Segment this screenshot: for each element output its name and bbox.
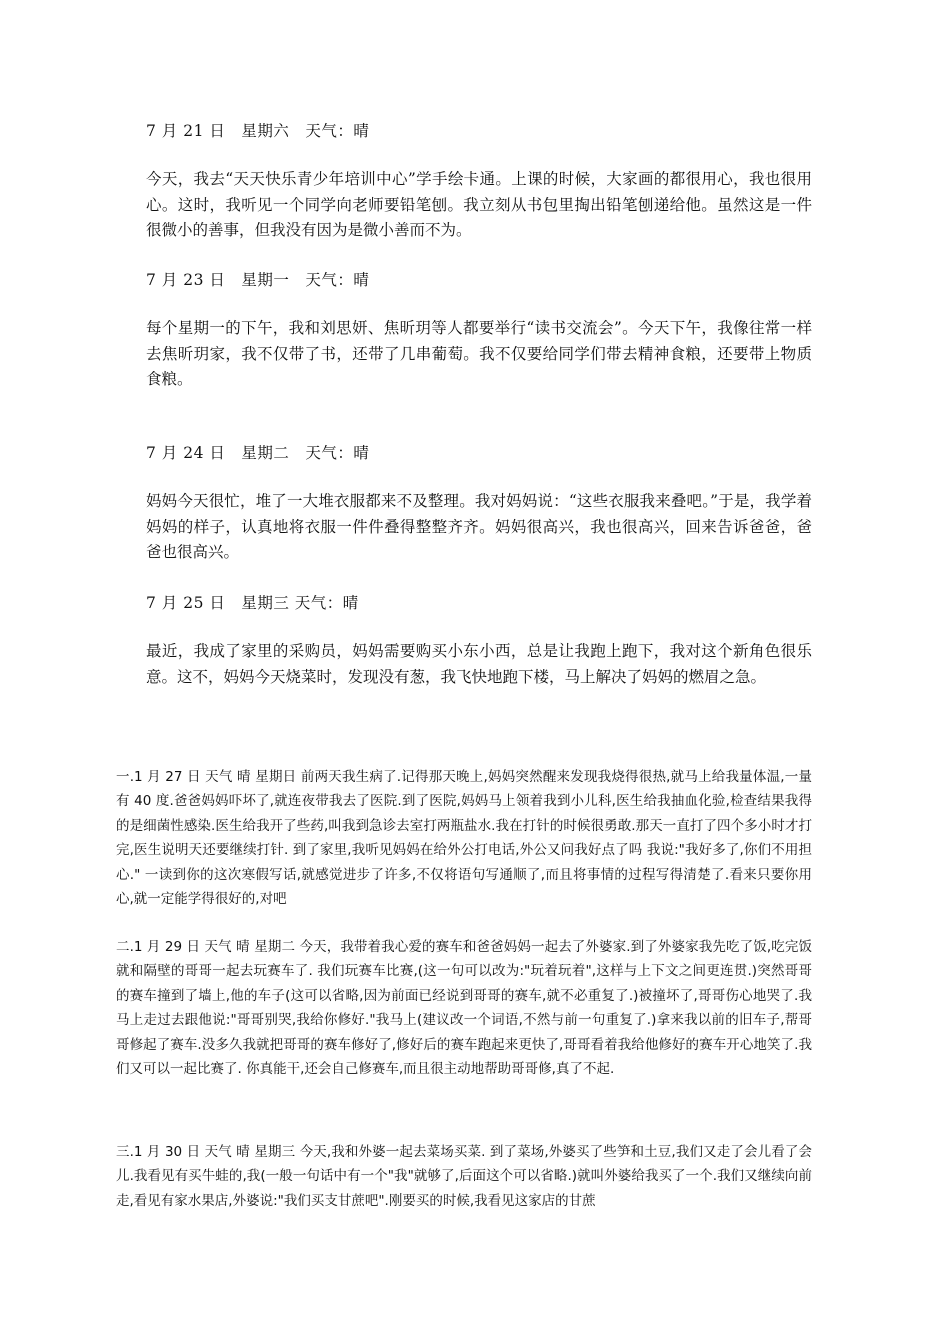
entry-2-body: 每个星期一的下午，我和刘思妍、焦昕玥等人都要举行“读书交流会”。今天下午，我像往常一样去焦昕玥家，我不仅带了书，还带了几串葡萄。我不仅要给同学们带去精神食粮，还要带上物质食粮。 xyxy=(146,319,812,388)
note-3: 三.1 月 30 日 天气 晴 星期三 今天,我和外婆一起去菜场买菜. 到了菜场,外婆买了些笋和土豆,我们又走了会儿看了会儿.我看见有买牛蛙的,我(一般一句话中有一个"我"就够了,后面这个可以省略.)就叫外婆给我买了一个.我们又继续向前走,看见有家水果店,外婆说:"我们买支甘蔗吧".刚要买的时候,我看见这家店的甘蔗 xyxy=(116,1144,812,1209)
entry-4-body: 最近，我成了家里的采购员，妈妈需要购买小东小西，总是让我跑上跑下，我对这个新角色很乐意。这不，妈妈今天烧菜时，发现没有葱，我飞快地跑下楼，马上解决了妈妈的燃眉之急。 xyxy=(146,642,812,686)
note-2: 二.1 月 29 日 天气 晴 星期二 今天，我带着我心爱的赛车和爸爸妈妈一起去了外婆家.到了外婆家我先吃了饭,吃完饭就和隔壁的哥哥一起去玩赛车了. 我们玩赛车比赛,(这一句可以改为:"玩着玩着",这样与上下文之间更连贯.)突然哥哥的赛车撞到了墙上,他的车子(这可以省略,因为前面已经说到哥哥的赛车,就不必重复了.)被撞坏了,哥哥伤心地哭了.我马上走过去跟他说:"哥哥别哭,我给你修好."我马上(建议改一个词语,不然与前一句重复了.)拿来我以前的旧车子,帮哥哥修起了赛车.没多久我就把哥哥的赛车修好了,修好后的赛车跑起来更快了,哥哥看着我给他修好的赛车开心地笑了.我们又可以一起比赛了. 你真能干,还会自己修赛车,而且很主动地帮助哥哥修,真了不起. xyxy=(116,939,812,1078)
entry-3-heading: 7 月 24 日 星期二 天气：晴 xyxy=(146,444,370,462)
entry-2-heading: 7 月 23 日 星期一 天气：晴 xyxy=(146,271,370,289)
entry-4-heading: 7 月 25 日 星期三 天气：晴 xyxy=(146,594,359,612)
note-1: 一.1 月 27 日 天气 晴 星期日 前两天我生病了.记得那天晚上,妈妈突然醒来发现我烧得很热,就马上给我量体温,一量有 40 度.爸爸妈妈吓坏了,就连夜带我去了医院.到了医院,妈妈马上领着我到小儿科,医生给我抽血化验,检查结果我得的是细菌性感染.医生给我开了些药,叫我到急诊去室打两瓶盐水.我在打针的时候很勇敢.那天一直打了四个多小时才打完,医生说明天还要继续打针. 到了家里,我听见妈妈在给外公打电话,外公又问我好点了吗 我说:"我好多了,你们不用担心." 一读到你的这次寒假写话,就感觉进步了许多,不仅将语句写通顺了,而且将事情的过程写得清楚了.看来只要你用心,就一定能学得很好的,对吧 xyxy=(116,769,812,908)
entry-1-heading: 7 月 21 日 星期六 天气：晴 xyxy=(146,122,370,140)
entry-1-body: 今天，我去“天天快乐青少年培训中心”学手绘卡通。上课的时候，大家画的都很用心，我也很用心。这时，我听见一个同学向老师要铅笔刨。我立刻从书包里掏出铅笔刨递给他。虽然这是一件很微小的善事，但我没有因为是微小善而不为。 xyxy=(146,170,812,239)
entry-3-body: 妈妈今天很忙，堆了一大堆衣服都来不及整理。我对妈妈说：“这些衣服我来叠吧。”于是，我学着妈妈的样子，认真地将衣服一件件叠得整整齐齐。妈妈很高兴，我也很高兴，回来告诉爸爸，爸爸也很高兴。 xyxy=(146,492,812,561)
